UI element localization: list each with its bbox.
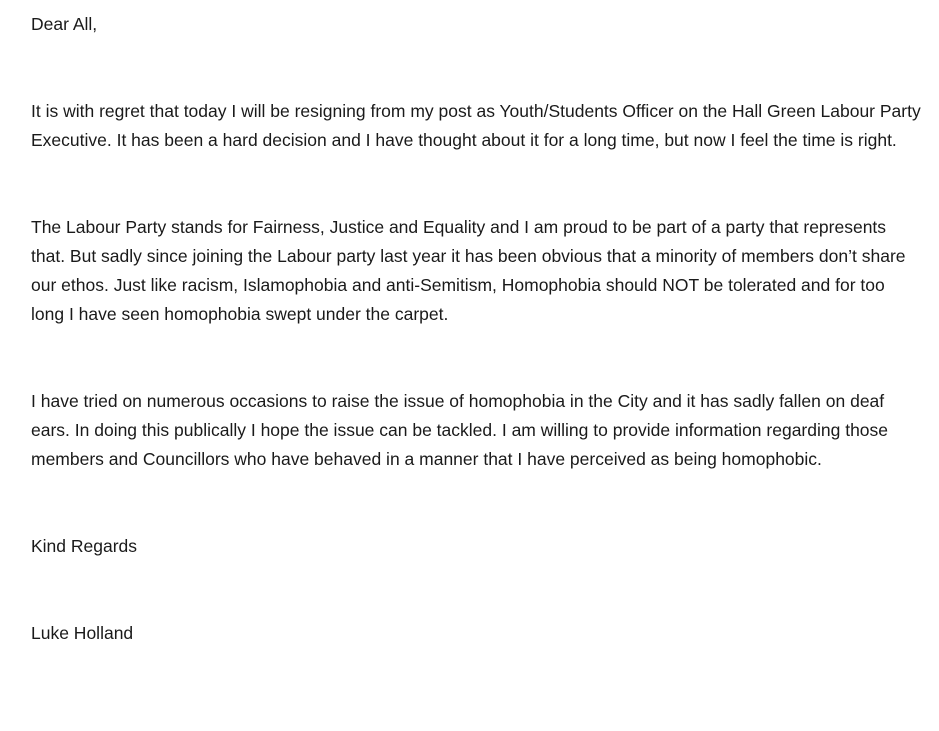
letter-paragraph: The Labour Party stands for Fairness, Justice and Equality and I am proud to be part of a party that represents that. But sadly since joining the Labour party last year it has been obvious that a minority of members don’t share our ethos. Just like racism, Islamophobia and anti-Semitism, Homophobia should NOT be tolerated and for too long I have seen homophobia swept under the carpet.	[31, 217, 906, 324]
letter-paragraph: I have tried on numerous occasions to raise the issue of homophobia in the City and it has sadly fallen on deaf ears. In doing this publically I hope the issue can be tackled. I am willing to provide information regarding those members and Councillors who have behaved in a manner that I have perceived as being homophobic.	[31, 391, 889, 469]
letter-closing: Kind Regards	[31, 536, 138, 556]
letter-greeting: Dear All,	[31, 14, 98, 34]
letter-paragraph: It is with regret that today I will be resigning from my post as Youth/Students Officer on the Hall Green Labour Party Executive. It has been a hard decision and I have thought about it for a long time, but now I feel the time is right.	[31, 101, 921, 150]
letter-signature: Luke Holland	[31, 623, 134, 643]
letter-body	[31, 10, 921, 648]
